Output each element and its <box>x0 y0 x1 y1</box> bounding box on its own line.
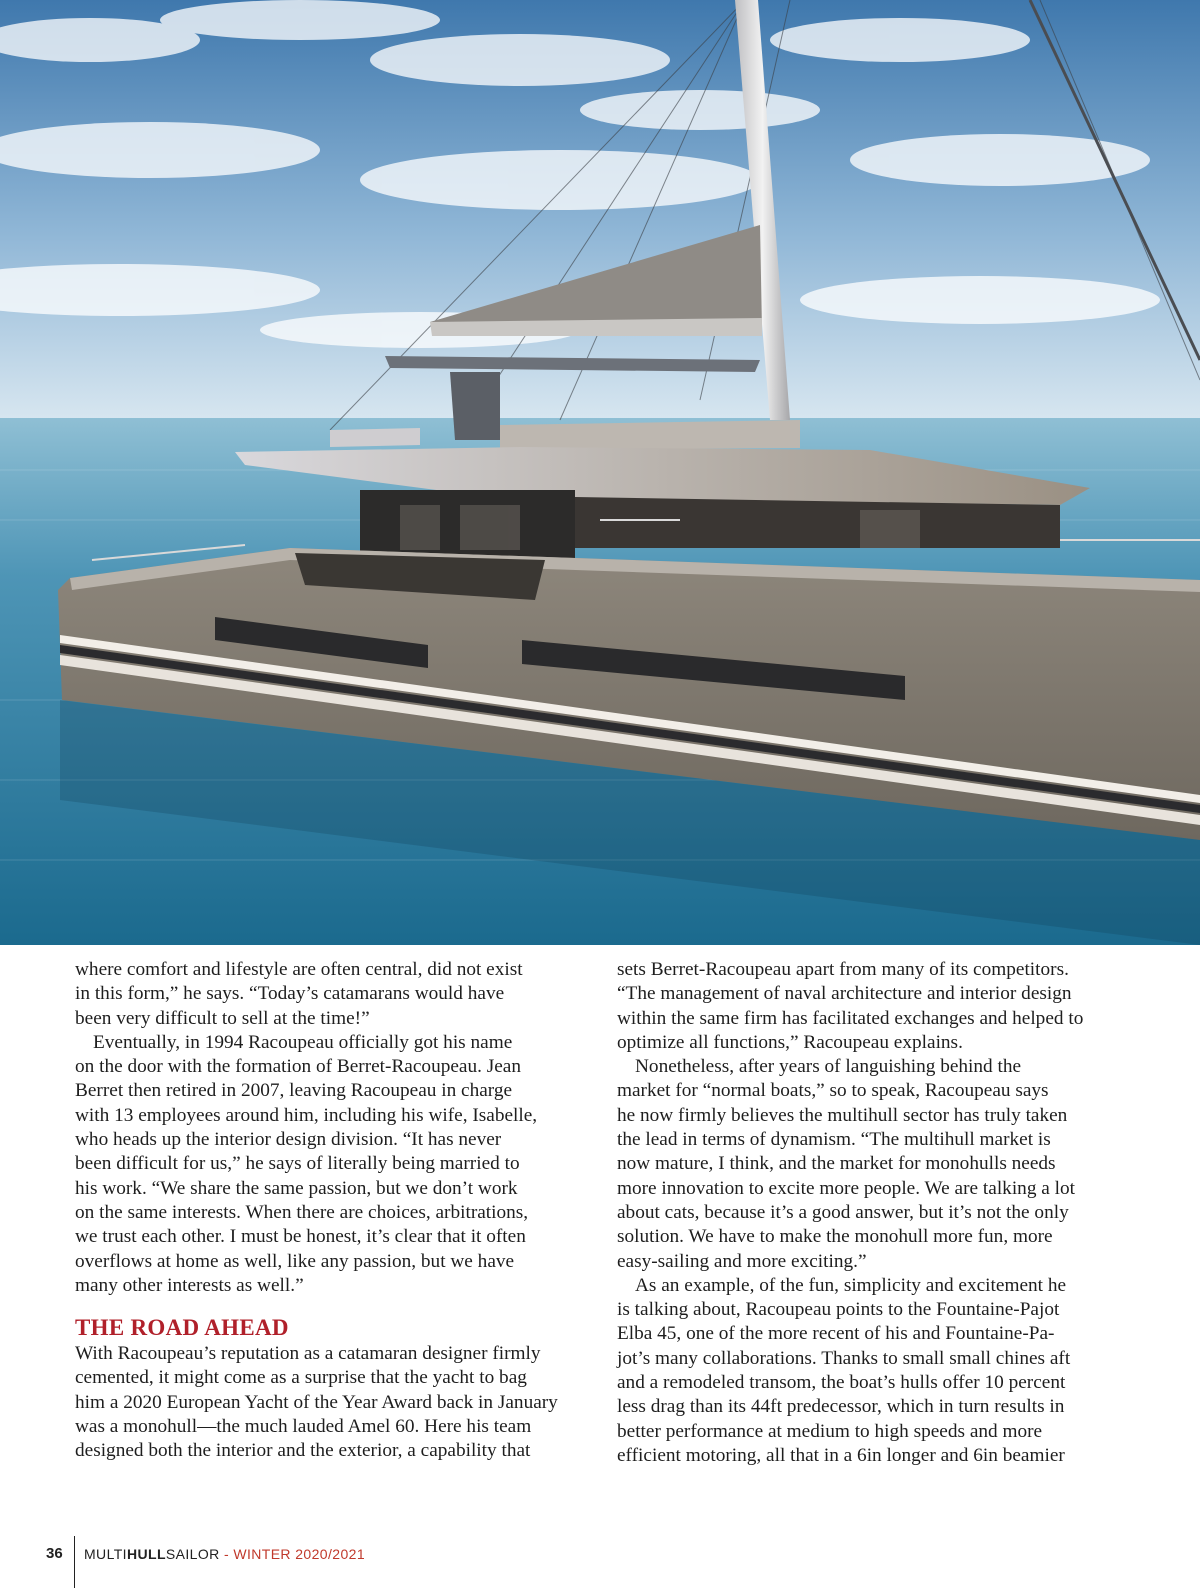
article-column-left <box>75 958 590 1464</box>
text-line: Berret then retired in 2007, leaving Racoupeau in charge <box>75 1080 513 1102</box>
text-line: better performance at medium to high speeds and more <box>617 1420 1043 1442</box>
text-line: jot’s many collaborations. Thanks to small small chines aft <box>617 1347 1071 1369</box>
text-line: solution. We have to make the monohull more fun, more <box>617 1226 1053 1248</box>
text-line: who heads up the interior design division. “It has never <box>75 1129 502 1151</box>
paragraph <box>75 1342 590 1463</box>
text-line: market for “normal boats,” so to speak, Racoupeau says <box>617 1080 1049 1102</box>
text-line: was a monohull—the much lauded Amel 60. Here his team <box>75 1416 532 1438</box>
text-line: overflows at home as well, like any passion, but we have <box>75 1250 515 1272</box>
text-line: is talking about, Racoupeau points to the Fountaine-Pajot <box>617 1299 1060 1321</box>
text-line: he now firmly believes the multihull sector has truly taken <box>617 1104 1068 1126</box>
text-line: in this form,” he says. “Today’s catamarans would have <box>75 983 505 1005</box>
text-line: designed both the interior and the exterior, a capability that <box>75 1440 531 1462</box>
text-line: him a 2020 European Yacht of the Year Award back in January <box>75 1391 558 1413</box>
text-line: been difficult for us,” he says of literally being married to <box>75 1153 520 1175</box>
text-line: now mature, I think, and the market for monohulls needs <box>617 1153 1056 1175</box>
pub-suffix: SAILOR <box>165 1546 220 1562</box>
text-line: been very difficult to sell at the time!” <box>75 1007 370 1029</box>
text-line: with 13 employees around him, including his wife, Isabelle, <box>75 1104 538 1126</box>
text-line: easy-sailing and more exciting.” <box>617 1250 867 1272</box>
text-line: With Racoupeau’s reputation as a catamaran designer firmly <box>75 1343 541 1365</box>
article-column-right <box>617 958 1129 1468</box>
text-line: within the same firm has facilitated exchanges and helped to <box>617 1007 1084 1029</box>
text-line: on the door with the formation of Berret-Racoupeau. Jean <box>75 1056 522 1078</box>
text-line: less drag than its 44ft predecessor, which in turn results in <box>617 1396 1065 1418</box>
publication-name <box>84 1546 365 1562</box>
pub-bold: HULL <box>126 1546 166 1562</box>
text-line: we trust each other. I must be honest, it’s clear that it often <box>75 1226 526 1248</box>
paragraph <box>617 958 1129 1055</box>
text-line: the lead in terms of dynamism. “The multihull market is <box>617 1129 1051 1151</box>
text-line: where comfort and lifestyle are often central, did not exist <box>75 959 523 980</box>
text-line: about cats, because it’s a good answer, but it’s not the only <box>617 1201 1069 1223</box>
text-line: As an example, of the fun, simplicity and excitement he <box>635 1274 1067 1296</box>
pub-prefix: MULTI <box>84 1546 127 1562</box>
text-line: sets Berret-Racoupeau apart from many of its competitors. <box>617 959 1069 980</box>
text-line: and a remodeled transom, the boat’s hulls offer 10 percent <box>617 1372 1066 1394</box>
text-line: efficient motoring, all that in a 6in longer and 6in beamier <box>617 1444 1065 1466</box>
issue-date: WINTER 2020/2021 <box>233 1546 366 1562</box>
footer-divider <box>74 1536 75 1588</box>
text-line: more innovation to excite more people. We are talking a lot <box>617 1177 1076 1199</box>
page-number: 36 <box>46 1545 63 1562</box>
text-line: many other interests as well.” <box>75 1274 304 1296</box>
text-line: “The management of naval architecture and interior design <box>617 983 1072 1005</box>
paragraph <box>617 1055 1129 1274</box>
text-line: Nonetheless, after years of languishing behind the <box>635 1056 1022 1078</box>
text-line: optimize all functions,” Racoupeau explains. <box>617 1031 963 1053</box>
text-line: Eventually, in 1994 Racoupeau officially got his name <box>93 1031 513 1053</box>
text-line: on the same interests. When there are choices, arbitrations, <box>75 1201 529 1223</box>
section-heading: THE ROAD AHEAD <box>75 1315 289 1341</box>
paragraph <box>617 1274 1129 1468</box>
text-line: his work. “We share the same passion, but we don’t work <box>75 1177 518 1199</box>
paragraph <box>75 1031 590 1298</box>
paragraph <box>75 958 590 1031</box>
text-line: cemented, it might come as a surprise that the yacht to bag <box>75 1367 527 1389</box>
text-line: Elba 45, one of the more recent of his and Fountaine-Pa- <box>617 1323 1055 1345</box>
issue-separator: - <box>219 1546 234 1562</box>
